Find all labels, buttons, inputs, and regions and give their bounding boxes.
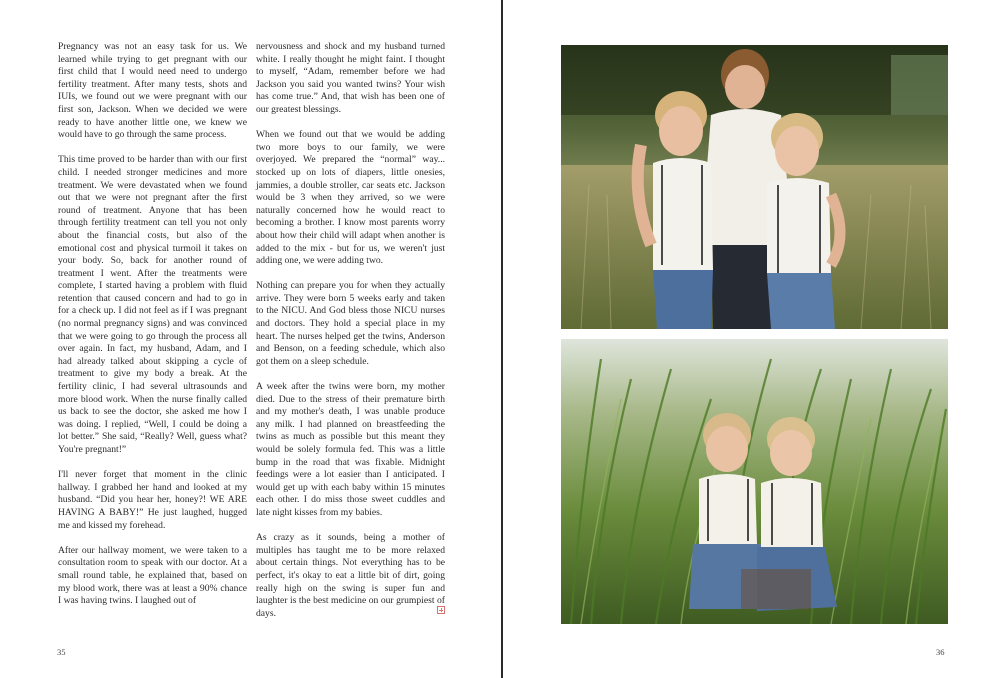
paragraph: Nothing can prepare you for when they actually arrive. They were born 5 weeks early and taken to the NICU. And God bless those NICU nurses and doctors. They hold a special place in my heart. The nurses helped get the twins, Anderson and Benson, on a feeding schedule, which also got them on a sleep schedule. [256,280,445,367]
paragraph: This time proved to be harder than with our first child. I needed stronger medicines and more treatment. We were devastated when we found out that we were not pregnant after the first round of treatment. Anyone that has been through fertility treatment can tell you not only about the financial costs, but also of the emotional cost and physical turmoil it takes on your body. So, back for another round of treatment I went. After the treatments were complete, I started having a problem with fluid retention that caused concern and had to go in for a check up. I did not feel as if I was pregnant (no normal pregnancy signs) and was convinced that we were going to go through the process all over again. In fact, my husband, Adam, and I had already talked about skipping a cycle of treatment to give my body a break. At the fertility clinic, I had several ultrasounds and more blood work. When the nurse finally called us back to see the doctor, she asked me how I was doing. I replied, “Well, I could be doing a lot better.” She said, “Really? Well, guess what? You're pregnant!” [58,154,247,455]
right-page [503,0,1000,678]
paragraph: A week after the twins were born, my mother died. Due to the stress of their premature birth and my mother's death, I was unable produce any milk. I had planned on breastfeeding the twins as much as possible but this meant they would be solely formula fed. This was a little bump in the road that was fixable. Midnight feedings were a lot easier than I anticipated. I would get up with each baby within 15 minutes each other. I do miss those sweet cuddles and late night kisses from my babies. [256,381,445,518]
paragraph: After our hallway moment, we were taken to a consultation room to speak with our doctor. At a small round table, he explained that, based on my blood work, there was at least a 90% chance I was having twins. I laughed out of [58,544,247,607]
photo-three-boys [561,45,948,329]
paragraph: I'll never forget that moment in the clinic hallway. I grabbed her hand and looked at my husband. “Did you hear her, honey?! WE ARE HAVING A BABY!” He just laughed, hugged me and kissed my forehead. [58,469,247,531]
page-number-left: 35 [57,647,66,657]
paragraph: As crazy as it sounds, being a mother of multiples has taught me to be more relaxed about certain things. Not everything has to be perfect, it's okay to eat a little bit of dirt, going really high on the swing is super fun and laughter is the best medicine on our grumpiest of days. [256,532,445,619]
text-column-2 [256,41,445,620]
text-column-1 [58,41,247,608]
end-of-article-icon [437,606,445,614]
paragraph: When we found out that we would be adding two more boys to our family, we were overjoyed. We prepared the “normal” way... stocked up on lots of diapers, little onesies, jammies, a double stroller, car seats etc. Jackson would be 3 when they arrived, so we were naturally concerned how he would react to becoming a brother. I know most parents worry about how their child will adapt when another is added to the mix - but for us, we weren't just adding one, we were adding two. [256,129,445,267]
page-number-right: 36 [936,647,945,657]
paragraph: Pregnancy was not an easy task for us. We learned while trying to get pregnant with our first child that I would need need to undergo fertility treatment. After many tests, shots and IUIs, we found out we were pregnant with our first son, Jackson. When we decided we were ready to have another little one, we knew we would have to go through the same process. [58,41,247,141]
paragraph: nervousness and shock and my husband turned white. I really thought he might faint. I thought to myself, “Adam, remember before we had Jackson you said you wanted twins? Your wish has come true.” And, that wish has been one of our greatest blessings. [256,41,445,115]
photo-twins-in-grass [561,339,948,624]
